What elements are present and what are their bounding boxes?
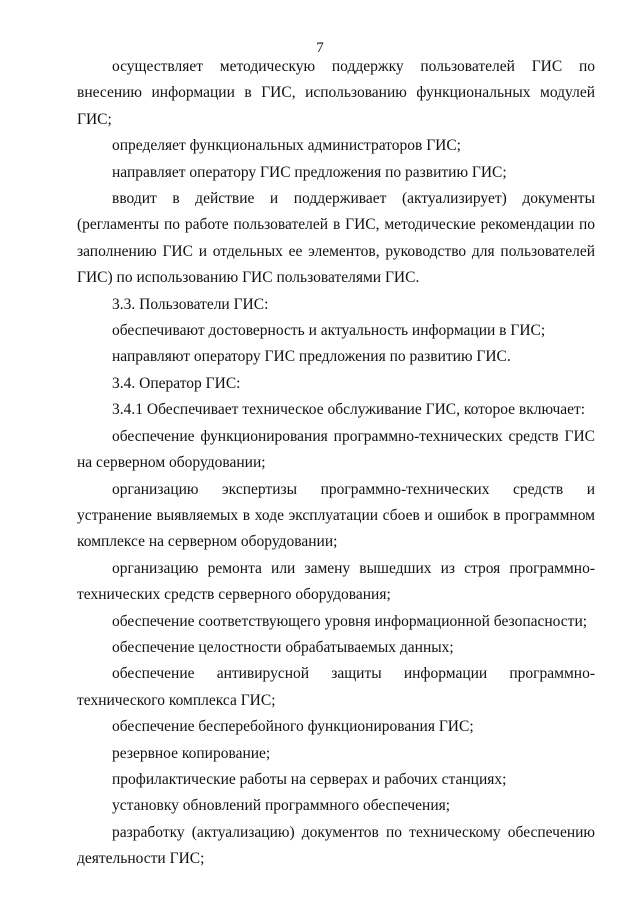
list-item-technical-documents: разработку (актуализацию) документов по техническому обеспечению деятельности ГИС; (77, 823, 595, 868)
list-item-software-updates: установку обновлений программного обеспечения; (112, 797, 451, 815)
list-item-data-integrity: обеспечение целостности обрабатываемых данных; (112, 638, 454, 656)
list-item-preventive-maintenance: профилактические работы на серверах и рабочих станциях; (112, 770, 507, 788)
section-heading-3-4: 3.4. Оператор ГИС: (112, 374, 241, 392)
list-item-repair-replacement: организацию ремонта или замену вышедших из строя программно-технических средств серверного оборудования; (77, 559, 595, 604)
section-heading-3-4-1: 3.4.1 Обеспечивает техническое обслуживание ГИС, которое включает: (112, 401, 586, 419)
list-item-expertise-and-fixes: организацию экспертизы программно-технических средств и устранение выявляемых в ходе эксплуатации сбоев и ошибок в программном комплексе на серверном оборудовании; (77, 480, 595, 551)
list-item-antivirus-protection: обеспечение антивирусной защиты информации программно-технического комплекса ГИС; (77, 665, 595, 709)
section-heading-3-3: 3.3. Пользователи ГИС: (112, 295, 269, 313)
paragraph-users-proposals: направляют оператору ГИС предложения по развитию ГИС. (112, 348, 511, 366)
document-body (77, 54, 595, 873)
paragraph-users-ensure-accuracy: обеспечивают достоверность и актуальность информации в ГИС; (112, 322, 546, 340)
paragraph-proposals-to-operator: направляет оператору ГИС предложения по развитию ГИС; (112, 163, 507, 181)
list-item-server-functioning: обеспечение функционирования программно-технических средств ГИС на серверном оборудовании; (77, 427, 595, 472)
paragraph-documents-maintenance: вводит в действие и поддерживает (актуализирует) документы (регламенты по работе пользователей в ГИС, методические рекомендации по заполнению ГИС и отдельных ее элементов, руководство для пользователей ГИС) по использованию ГИС пользователями ГИС. (77, 190, 595, 287)
list-item-backup: резервное копирование; (112, 744, 271, 762)
list-item-information-security: обеспечение соответствующего уровня информационной безопасности; (112, 612, 588, 630)
list-item-uninterrupted-operation: обеспечение бесперебойного функционирования ГИС; (112, 718, 474, 736)
paragraph-methodical-support: осуществляет методическую поддержку пользователей ГИС по внесению информации в ГИС, использованию функциональных модулей ГИС; (77, 58, 595, 128)
page-number: 7 (316, 40, 324, 56)
paragraph-functional-admins: определяет функциональных администраторов ГИС; (112, 137, 461, 155)
